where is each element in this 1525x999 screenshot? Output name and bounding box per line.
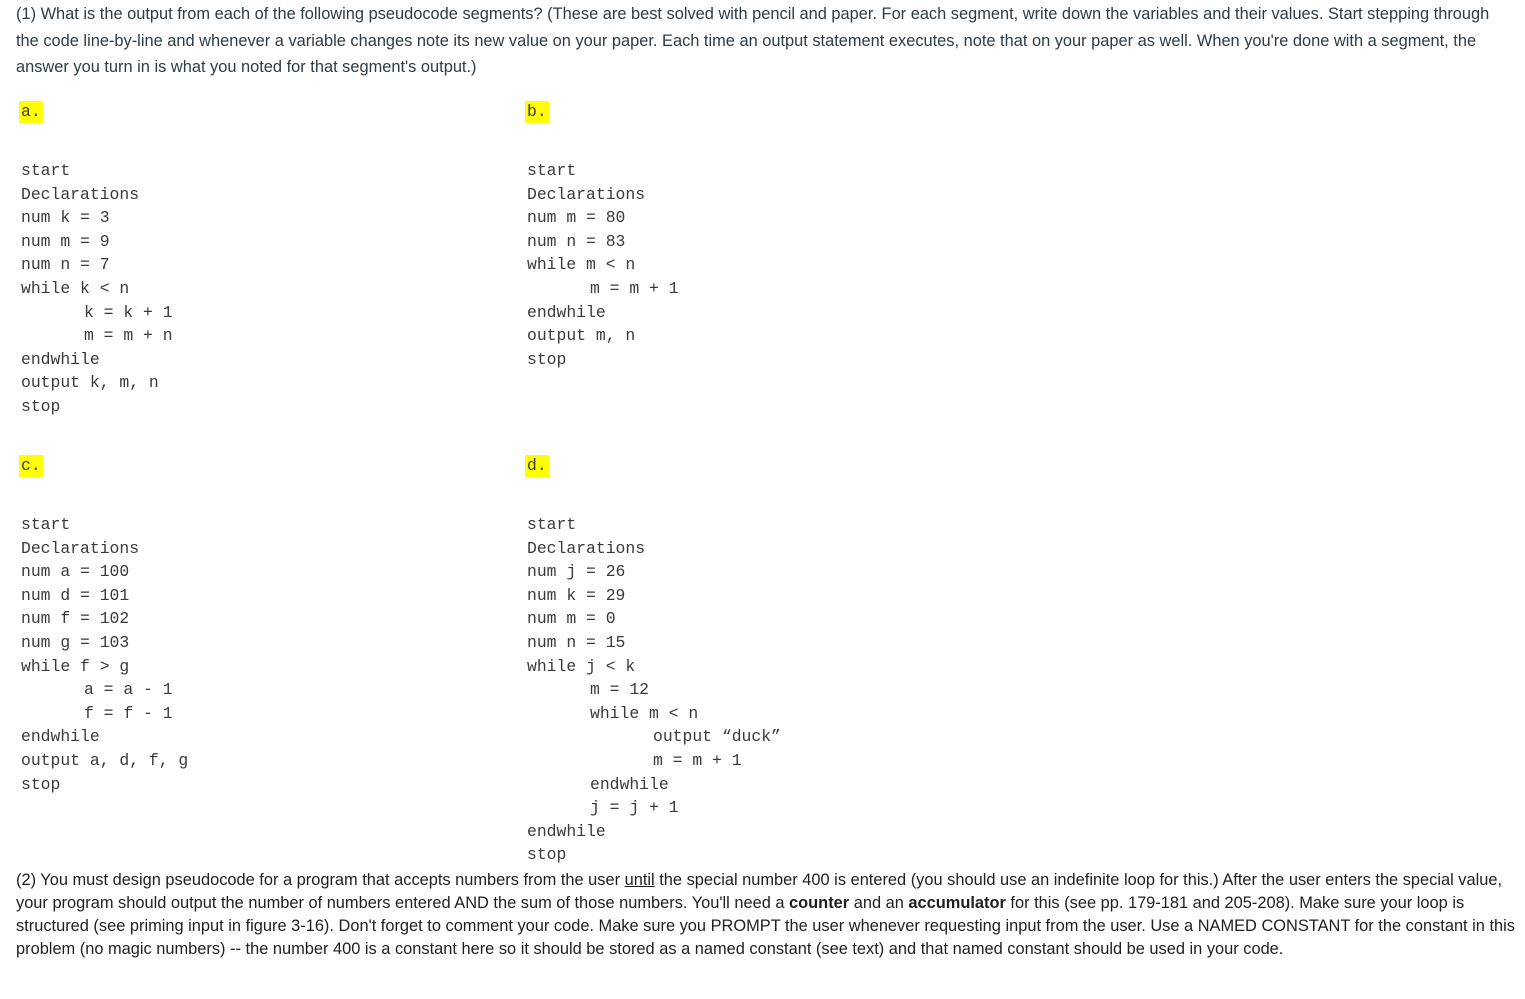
code-line: f = f - 1 — [84, 703, 173, 723]
code-line: output “duck” — [653, 727, 781, 747]
code-line: num f = 102 — [21, 609, 130, 629]
question-2-part3: and an — [849, 894, 909, 912]
question-1-text: (1) What is the output from each of the following pseudocode segments? (These are best solved with pencil and paper. For each segment, write down the variables and their values. Start stepping through the code line-by-line and whenever a variable changes note its new value on your paper. Each time an output statement executes, note that on your paper as well. When you're done with a segment, the answer you turn in is what you noted for that segment's output.) — [16, 5, 1490, 76]
code-line: m = m + n — [84, 326, 173, 346]
code-line: m = m + 1 — [653, 750, 742, 770]
question-2-part2: the special number 400 is entered (you should use an indefinite loop for this.) After the user enters the special value, your program should output the number of numbers entered AND the sum of those numbers. You'll need a — [16, 871, 1503, 912]
code-line: start — [527, 161, 577, 180]
code-line: m = 12 — [590, 680, 650, 700]
segment-c-code — [21, 513, 188, 796]
code-line: Declarations — [527, 538, 646, 558]
code-line: num n = 83 — [527, 231, 626, 251]
code-line: output m, n — [527, 326, 636, 346]
code-line: num k = 3 — [21, 208, 110, 228]
code-line: num n = 7 — [21, 255, 110, 275]
code-line: num m = 9 — [21, 231, 110, 251]
accumulator-bold: accumulator — [908, 894, 1006, 912]
segment-d — [527, 455, 781, 867]
code-line: k = k + 1 — [84, 302, 173, 322]
code-line: num m = 80 — [527, 208, 626, 228]
code-line: num d = 101 — [21, 585, 130, 605]
code-line: while f > g — [21, 656, 130, 676]
segment-a-code — [21, 159, 173, 419]
code-line: num j = 26 — [527, 562, 626, 582]
counter-bold: counter — [789, 894, 850, 912]
code-line: Declarations — [527, 184, 646, 204]
code-line: num n = 15 — [527, 632, 626, 652]
code-line: stop — [527, 845, 567, 865]
code-line: while m < n — [590, 703, 699, 723]
code-line: endwhile — [527, 302, 606, 322]
question-2-part4: for this (see pp. 179-181 and 205-208). Make sure your loop is structured (see priming input in figure 3-16). Don't forget to comment your code. Make sure you PROMPT the user whenever requesting input from the user. Use a NAMED CONSTANT for the constant in this problem (no magic numbers) -- the number 400 is a constant here so it should be stored as a named constant (see text) and that named constant should be used in your code. — [16, 894, 1515, 958]
code-line: Declarations — [21, 184, 140, 204]
code-line: num k = 29 — [527, 585, 626, 605]
code-line: while k < n — [21, 278, 130, 298]
code-line: start — [21, 161, 71, 180]
code-line: endwhile — [527, 821, 606, 841]
code-line: output k, m, n — [21, 373, 159, 393]
code-line: Declarations — [21, 538, 140, 558]
code-line: start — [21, 515, 71, 534]
segment-a — [21, 101, 173, 419]
segment-a-label: a. — [21, 102, 41, 121]
code-line: m = m + 1 — [590, 278, 679, 298]
code-line: endwhile — [590, 774, 669, 794]
question-2-text — [16, 869, 1516, 961]
code-line: num g = 103 — [21, 632, 130, 652]
segment-c-label: c. — [21, 456, 41, 475]
code-line: num a = 100 — [21, 562, 130, 582]
code-line: start — [527, 515, 577, 534]
segment-c — [21, 455, 188, 796]
code-line: stop — [21, 774, 61, 794]
segment-d-code — [527, 513, 781, 867]
code-line: endwhile — [21, 349, 100, 369]
code-line: num m = 0 — [527, 609, 616, 629]
segment-b-code — [527, 159, 679, 371]
segment-d-label: d. — [527, 456, 547, 475]
code-line: stop — [21, 396, 61, 416]
segment-b-label: b. — [527, 102, 547, 121]
code-line: endwhile — [21, 727, 100, 747]
segment-b — [527, 101, 679, 371]
question-2-part1: (2) You must design pseudocode for a program that accepts numbers from the user — [16, 871, 625, 889]
code-line: j = j + 1 — [590, 798, 679, 818]
code-line: while j < k — [527, 656, 636, 676]
code-line: stop — [527, 349, 567, 369]
code-line: a = a - 1 — [84, 680, 173, 700]
until-underlined: until — [624, 871, 655, 889]
code-line: while m < n — [527, 255, 636, 275]
code-line: output a, d, f, g — [21, 750, 189, 770]
